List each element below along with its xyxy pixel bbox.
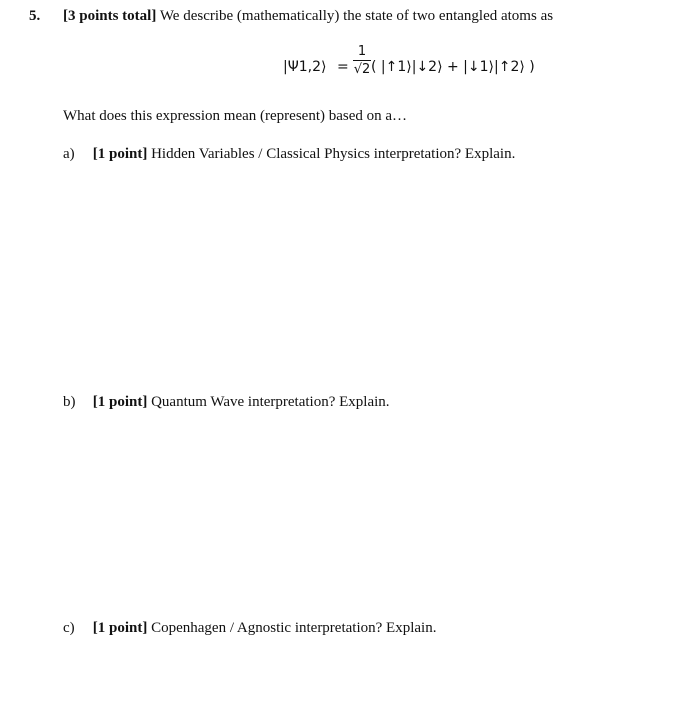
part-a-points: [1 point] — [92, 146, 148, 162]
fraction-denominator: √2 — [353, 62, 371, 77]
part-a-text: Hidden Variables / Classical Physics interpretation? Explain. — [151, 146, 516, 162]
part-a-letter: a) — [63, 146, 75, 162]
equation-equals: = — [337, 59, 349, 75]
question-header — [63, 8, 553, 25]
question-points-label: [3 points total] — [63, 8, 157, 24]
part-b-letter: b) — [63, 394, 76, 410]
question-number: 5. — [29, 8, 41, 24]
question-prompt: What does this expression mean (represent) based on a… — [63, 108, 408, 124]
part-b-points: [1 point] — [92, 394, 148, 410]
part-c-points: [1 point] — [92, 620, 148, 636]
part-b-text: Quantum Wave interpretation? Explain. — [151, 394, 390, 410]
equation-fraction — [353, 44, 371, 78]
equation-lhs: |Ψ1,2⟩ — [283, 59, 327, 75]
part-b — [63, 394, 390, 411]
fraction-numerator: 1 — [357, 44, 367, 59]
question-intro: We describe (mathematically) the state of two entangled atoms as — [159, 8, 554, 24]
part-c-text: Copenhagen / Agnostic interpretation? Explain. — [151, 620, 437, 636]
equation-rhs: ( |↑1⟩|↓2⟩ + |↓1⟩|↑2⟩ ) — [371, 59, 535, 75]
part-a — [63, 146, 515, 163]
part-c — [63, 620, 436, 637]
part-c-letter: c) — [63, 620, 75, 636]
fraction-bar — [353, 60, 371, 61]
